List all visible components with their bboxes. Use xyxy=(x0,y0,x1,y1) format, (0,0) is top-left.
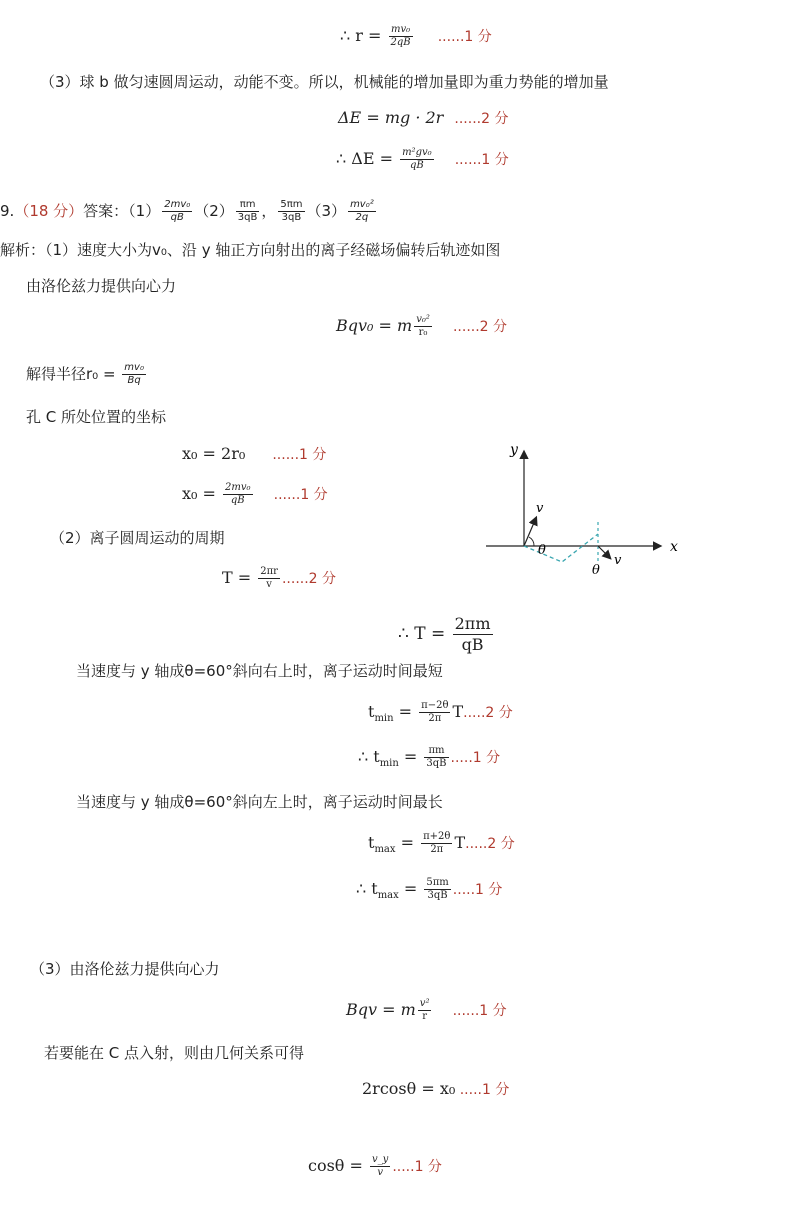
angle-arc-1 xyxy=(529,537,534,546)
velocity-vector-1 xyxy=(524,518,536,546)
score: ......1 分 xyxy=(452,1003,507,1019)
hole-c-text: 孔 C 所处位置的坐标 xyxy=(26,408,167,426)
score: ......1 分 xyxy=(454,152,509,168)
r0-line: 解得半径r₀ = $\frac{\text{mv₀}}{Bq}$ xyxy=(26,362,144,386)
score: .....2 分 xyxy=(463,705,513,721)
lorentz-text-1: 由洛伦兹力提供向心力 xyxy=(26,277,177,295)
fraction: $\frac{\text{m²gv₀}}{qB}$ xyxy=(402,147,432,171)
score: ......2 分 xyxy=(452,319,508,335)
period-line-2: ∴ T = $\frac{2\pi m}{qB}$ xyxy=(398,614,491,654)
score: .....1 分 xyxy=(452,882,503,898)
delta-e-result-line: ∴ ΔE = $\frac{\text{m²gv₀}}{qB}$ ......1 分 xyxy=(336,147,509,171)
analysis-text: 解析：（1）速度大小为v₀、沿 y 轴正方向射出的离子经磁场偏转后轨迹如图 xyxy=(0,241,501,259)
tmax-line-1: $t_{max}$ = $\frac{\pi+2\theta}{2\pi}$ T.....2 分 xyxy=(368,831,515,856)
theta-label-1: θ xyxy=(538,543,546,558)
fraction: $\frac{2\pi m}{qB}$ xyxy=(454,614,491,654)
bqv-line: Bqv = m $\frac{\text{v²}}{r}$ ......1 分 xyxy=(346,998,507,1022)
cos-line-1: 2rcosθ = x₀ .....1 分 xyxy=(362,1079,510,1098)
part3-b-text: （3）球 b 做匀速圆周运动，动能不变。所以，机械能的增加量即为重力势能的增加量 xyxy=(40,73,609,91)
part3-text: （3）由洛伦兹力提供向心力 xyxy=(30,960,220,978)
y-axis-label: y xyxy=(510,442,518,458)
score: .....1 分 xyxy=(392,1159,442,1175)
bqv0-line: Bqv₀ = m $\frac{\text{v₀²}}{\text{r₀}}$ ......2 分 xyxy=(336,314,508,338)
fraction: $\frac{\text{v²}}{r}$ xyxy=(419,998,430,1022)
fraction: $\frac{v\_y}{v}$ xyxy=(372,1154,389,1178)
score: ......1 分 xyxy=(273,487,328,503)
fraction: $\frac{\text{v₀²}}{\text{r₀}}$ xyxy=(416,314,430,338)
theta-label-2: θ xyxy=(592,563,600,578)
velocity-label-1: v xyxy=(536,501,544,516)
fraction: $\frac{2\pi r}{v}$ xyxy=(260,566,278,590)
longest-text: 当速度与 y 轴成θ=60°斜向左上时，离子运动时间最长 xyxy=(76,793,443,811)
velocity-vector-2 xyxy=(598,546,610,558)
score: .....1 分 xyxy=(455,1082,510,1098)
fraction: $\frac{\pi+2\theta}{2\pi}$ xyxy=(423,831,451,855)
score: ......2 分 xyxy=(281,571,337,587)
r-result-line: ∴ r = $\frac{\text{mv₀}}{2qB}$ ......1 分 xyxy=(340,24,492,48)
question-19-answer: 9.（18 分）答案：（1） $\frac{\text{2mv₀}}{qB}$ （2） $\frac{\pi m}{3qB}$ ， $\frac{5\pi m}{3qB}$ （3） $\frac{\text{mv₀²}}{2q}$ xyxy=(0,199,374,223)
cos-line-2: cosθ = $\frac{v\_y}{v}$ .....1 分 xyxy=(308,1154,442,1178)
score: .....2 分 xyxy=(465,836,515,852)
trajectory-diagram xyxy=(480,438,700,588)
velocity-label-2: v xyxy=(614,553,622,568)
x0-line-2: x₀ = $\frac{\text{2mv₀}}{qB}$ ......1 分 xyxy=(182,482,328,506)
fraction: $\frac{\text{mv₀}}{Bq}$ xyxy=(124,362,144,386)
score: .....1 分 xyxy=(450,750,501,766)
tmax-line-2: ∴ $t_{max}$ = $\frac{5\pi m}{3qB}$ .....1 分 xyxy=(356,877,503,902)
fraction: $\frac{\text{2mv₀}}{qB}$ xyxy=(225,482,251,506)
delta-e-line: ΔE = mg · 2r ......2 分 xyxy=(338,108,509,127)
score: ......1 分 xyxy=(437,29,492,45)
fraction: $\frac{5\pi m}{3qB}$ xyxy=(426,877,449,901)
fraction: $\frac{\pi m}{3qB}$ xyxy=(426,745,447,769)
if-c-text: 若要能在 C 点入射，则由几何关系可得 xyxy=(44,1044,305,1062)
period-line-1: T = $\frac{2\pi r}{v}$ ......2 分 xyxy=(222,566,337,590)
score: ......2 分 xyxy=(454,111,509,127)
fraction: $\frac{\text{mv₀}}{2qB}$ xyxy=(390,24,411,48)
tmin-line-2: ∴ $t_{min}$ = $\frac{\pi m}{3qB}$ .....1 分 xyxy=(358,745,501,770)
x0-line-1: x₀ = 2r₀ ......1 分 xyxy=(182,444,327,463)
score: ......1 分 xyxy=(272,447,327,463)
shortest-text: 当速度与 y 轴成θ=60°斜向右上时，离子运动时间最短 xyxy=(76,662,443,680)
x-axis-label: x xyxy=(670,539,678,555)
tmin-line-1: $t_{min}$ = $\frac{\pi-2\theta}{2\pi}$ T.....2 分 xyxy=(368,700,513,725)
part2-text: （2）离子圆周运动的周期 xyxy=(50,529,225,547)
fraction: $\frac{\pi-2\theta}{2\pi}$ xyxy=(421,700,449,724)
trajectory-path xyxy=(524,534,598,562)
